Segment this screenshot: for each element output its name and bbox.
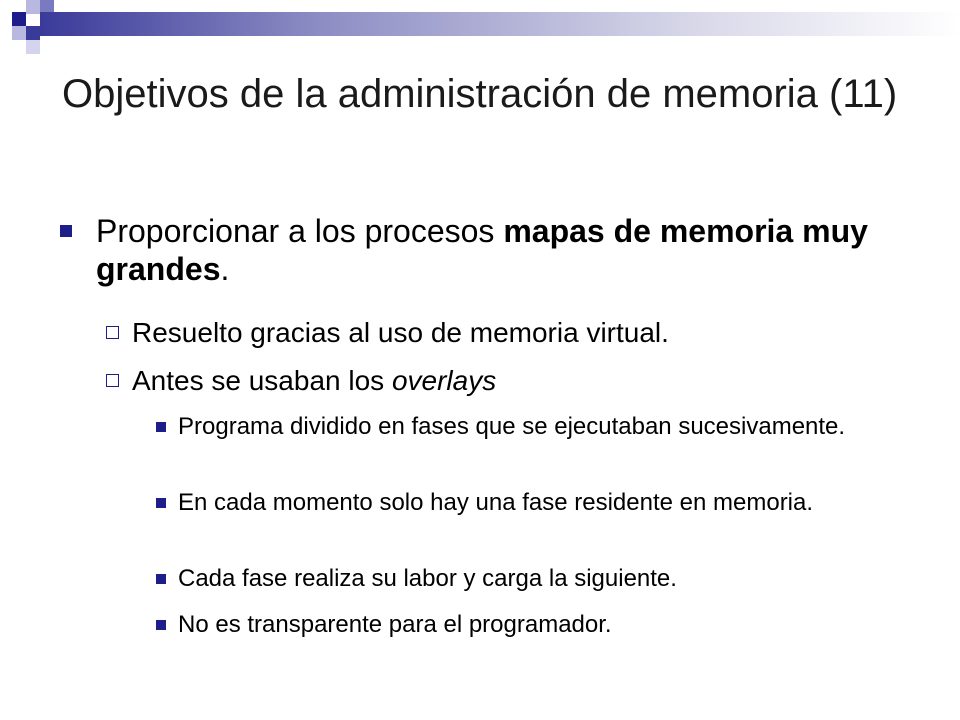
bullet-text-suffix: .: [220, 251, 230, 287]
decor-square: [12, 26, 26, 40]
decor-square: [26, 40, 40, 54]
header-gradient-bar: [40, 12, 960, 36]
bullet-level2: [132, 316, 892, 350]
hollow-square-bullet-icon: [106, 326, 119, 339]
square-bullet-icon: [156, 422, 166, 432]
square-bullet-icon: [60, 225, 72, 237]
square-bullet-icon: [156, 498, 166, 508]
bullet-level1: [96, 212, 896, 288]
detail-text: No es transparente para el programador.: [178, 611, 612, 638]
bullet-text-prefix: Proporcionar a los procesos: [96, 213, 504, 249]
decor-square: [12, 12, 26, 26]
decor-square: [26, 0, 40, 14]
sub-bullet-text: Antes se usaban los: [132, 365, 392, 396]
bullet-level3: [178, 610, 898, 640]
detail-text: Programa dividido en fases que se ejecutaban sucesivamente.: [178, 413, 846, 440]
sub-bullet-italic: overlays: [391, 365, 497, 396]
bullet-level3: [178, 412, 898, 442]
detail-text: En cada momento solo hay una fase residente en memoria.: [178, 489, 814, 516]
decor-square: [26, 26, 40, 40]
bullet-level2: [132, 364, 892, 398]
bullet-level3: [178, 564, 898, 594]
square-bullet-icon: [156, 620, 166, 630]
sub-bullet-text: Resuelto gracias al uso de memoria virtual.: [132, 317, 669, 348]
square-bullet-icon: [156, 574, 166, 584]
hollow-square-bullet-icon: [106, 374, 119, 387]
detail-text: Cada fase realiza su labor y carga la siguiente.: [178, 565, 677, 592]
slide-title: Objetivos de la administración de memoria (11): [62, 72, 898, 116]
bullet-level3: [178, 488, 898, 518]
bullet-text-bold: mapas de memoria muy grandes: [96, 213, 868, 287]
